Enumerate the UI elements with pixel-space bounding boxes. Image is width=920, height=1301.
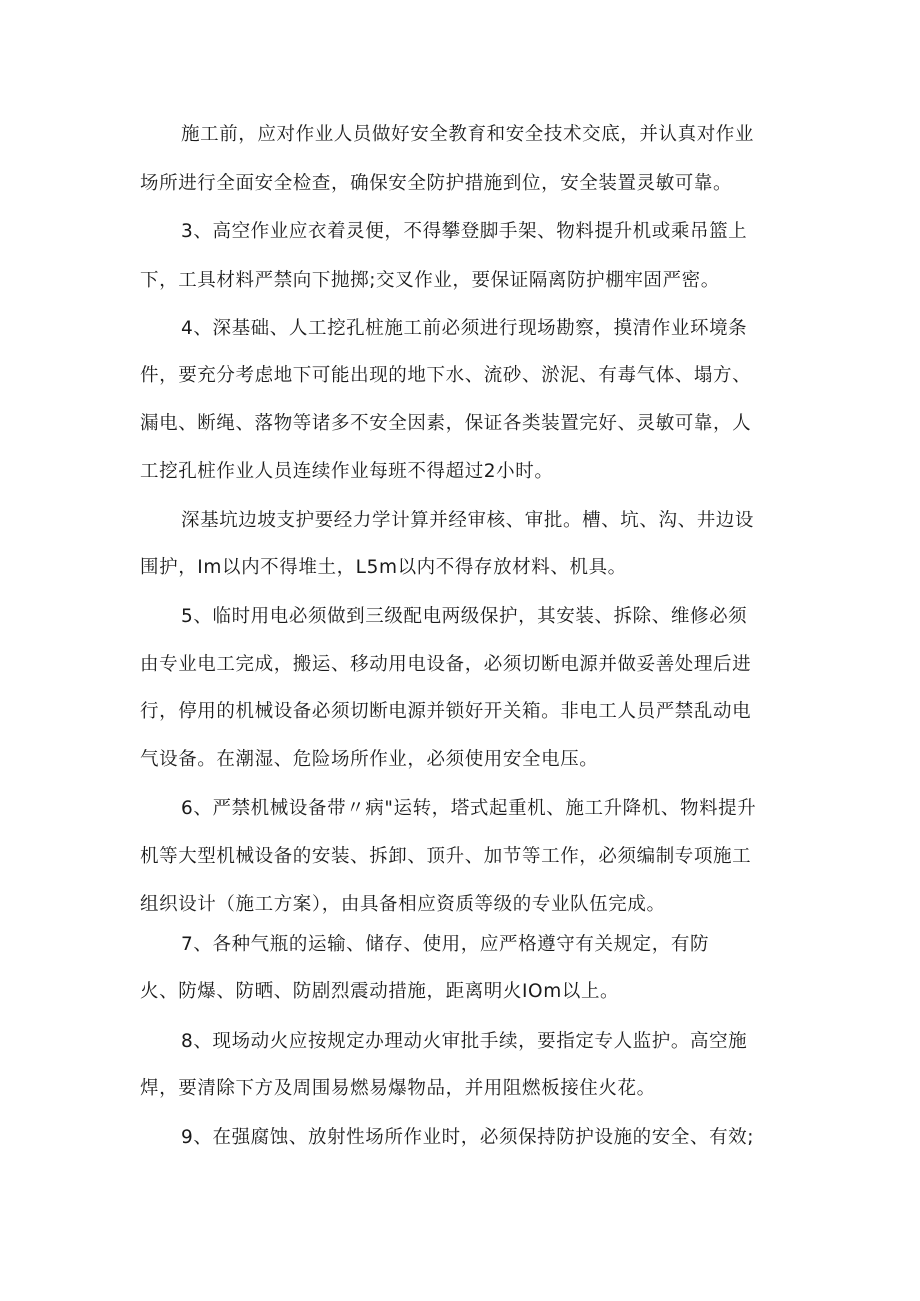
text-line: 件，要充分考虑地下可能出现的地下水、流砂、淤泥、有毒气体、塌方、 xyxy=(140,365,752,386)
text-line: 4、深基础、人工挖孔桩施工前必须进行现场勘察，摸清作业环境条 xyxy=(181,318,748,339)
text-line: 9、在强腐蚀、放射性场所作业时，必须保持防护设施的安全、有效; xyxy=(181,1127,755,1148)
text-line: 下，工具材料严禁向下抛掷;交叉作业，要保证隔离防护棚牢固严密。 xyxy=(140,270,720,291)
text-line: 深基坑边坡支护要经力学计算并经审核、审批。槽、坑、沟、井边设 xyxy=(181,510,755,531)
text-line: 围护，Im以内不得堆土，L5m以内不得存放材料、机具。 xyxy=(140,557,627,578)
text-line: 机等大型机械设备的安装、拆卸、顶升、加节等工作，必须编制专项施工 xyxy=(140,846,752,867)
text-line: 8、现场动火应按规定办理动火审批手续，要指定专人监护。高空施 xyxy=(181,1031,748,1052)
text-line: 工挖孔桩作业人员连续作业每班不得超过2小时。 xyxy=(140,461,554,482)
text-line: 由专业电工完成，搬运、移动用电设备，必须切断电源并做妥善处理后进 xyxy=(140,654,752,675)
text-line: 焊，要清除下方及周围易燃易爆物品，并用阻燃板接住火花。 xyxy=(140,1078,656,1099)
text-line: 漏电、断绳、落物等诸多不安全因素，保证各类装置完好、灵敏可靠，人 xyxy=(140,413,752,434)
text-line: 施工前，应对作业人员做好安全教育和安全技术交底，并认真对作业 xyxy=(181,124,755,145)
text-line: 7、各种气瓶的运输、储存、使用，应严格遵守有关规定，有防 xyxy=(181,934,710,955)
text-line: 场所进行全面安全检查，确保安全防护措施到位，安全装置灵敏可靠。 xyxy=(140,173,733,194)
text-line: 6、严禁机械设备带〃病"运转，塔式起重机、施工升降机、物料提升 xyxy=(181,798,757,819)
text-line: 3、高空作业应衣着灵便，不得攀登脚手架、物料提升机或乘吊篮上 xyxy=(181,221,748,242)
text-line: 5、临时用电必须做到三级配电两级保护，其安装、拆除、维修必须 xyxy=(181,606,748,627)
text-line: 气设备。在潮湿、危险场所作业，必须使用安全电压。 xyxy=(140,749,599,770)
text-line: 行，停用的机械设备必须切断电源并锁好开关箱。非电工人员严禁乱动电 xyxy=(140,701,752,722)
text-line: 组织设计（施工方案），由具备相应资质等级的专业队伍完成。 xyxy=(140,894,666,915)
text-line: 火、防爆、防晒、防剧烈震动措施，距离明火IOm以上。 xyxy=(140,981,620,1002)
